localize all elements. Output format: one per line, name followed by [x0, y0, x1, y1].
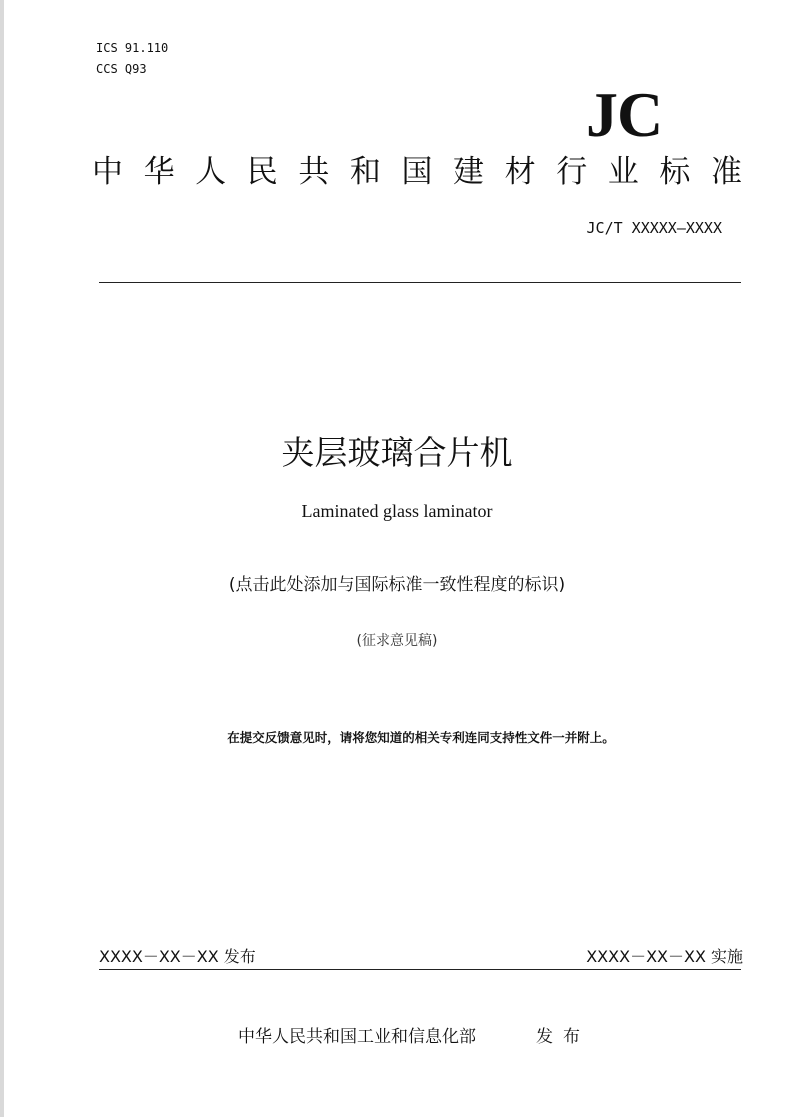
- standard-title-char: 国: [401, 154, 433, 190]
- standard-title-char: 准: [710, 154, 742, 190]
- standard-title-char: 材: [504, 154, 536, 190]
- standard-title-char: 业: [607, 154, 639, 190]
- standard-title-char: 行: [556, 154, 588, 190]
- classification-codes: [96, 38, 168, 80]
- standard-title-char: 和: [349, 154, 381, 190]
- document-title-en: Laminated glass laminator: [301, 501, 493, 521]
- ics-code: ICS 91.110: [96, 41, 169, 55]
- standard-title-char: 中: [92, 154, 123, 190]
- patent-notice: 在提交反馈意见时，请将您知道的相关专利连同支持性文件一并附上。: [227, 730, 615, 745]
- implement-date: XXXX－XX－XX 实施: [586, 947, 743, 966]
- standard-title-char: 人: [195, 154, 227, 190]
- consistency-placeholder[interactable]: (点击此处添加与国际标准一致性程度的标识): [228, 575, 566, 595]
- standard-title-char: 民: [246, 154, 278, 190]
- publish-date: XXXX－XX－XX 发布: [99, 947, 256, 966]
- standard-title-char: 建: [453, 154, 485, 190]
- header-divider: [99, 282, 741, 283]
- issuing-authority: 中华人民共和国工业和信息化部: [238, 1027, 476, 1047]
- standard-number: JC/T XXXXX—XXXX: [586, 219, 722, 237]
- footer-divider: [99, 969, 741, 970]
- standard-title-char: 共: [298, 154, 330, 190]
- document-title-cn: 夹层玻璃合片机: [281, 433, 513, 472]
- standard-category-title: [92, 150, 742, 194]
- standard-title-char: 华: [143, 154, 175, 190]
- ccs-code: CCS Q93: [96, 62, 147, 76]
- page-left-edge: [0, 0, 4, 1117]
- standard-title-char: 标: [659, 154, 691, 190]
- issue-label: 发布: [536, 1027, 590, 1047]
- jc-logo: JC: [586, 79, 663, 150]
- draft-status: (征求意见稿): [356, 633, 438, 649]
